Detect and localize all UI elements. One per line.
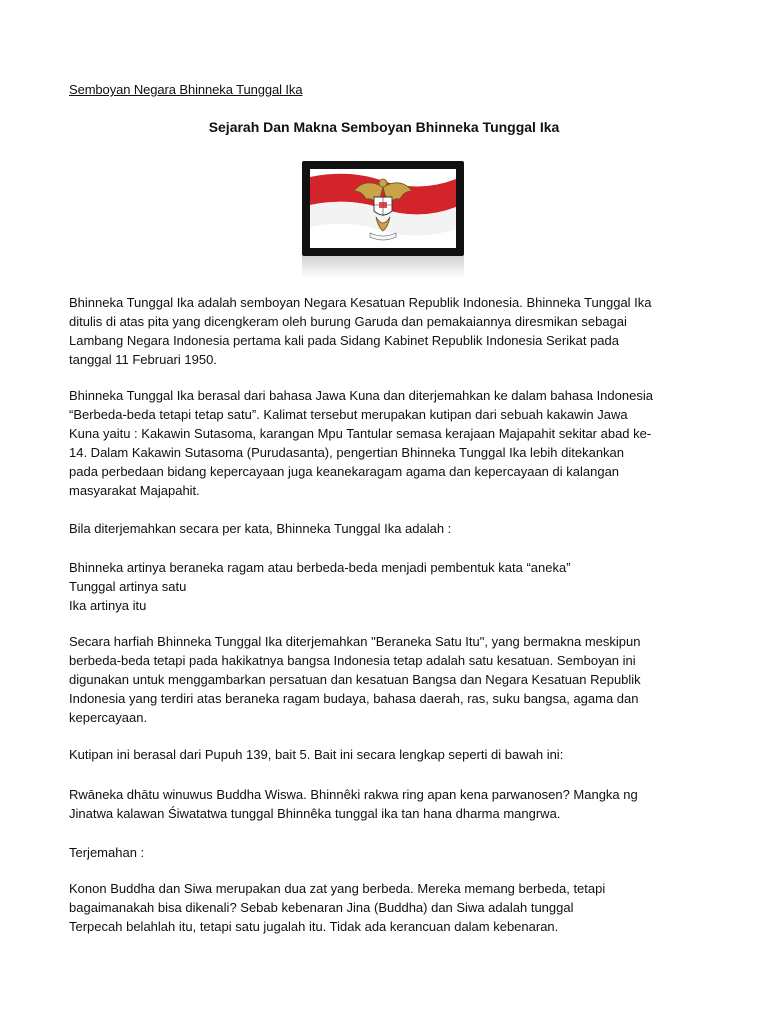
paragraph-line: Secara harfiah Bhinneka Tunggal Ika diterjemahkan "Beraneka Satu Itu", yang bermakna meskipun <box>69 634 641 649</box>
garuda-emblem-figure <box>302 161 464 256</box>
garuda-emblem-icon <box>310 169 456 248</box>
paragraph-line: digunakan untuk menggambarkan persatuan dan kesatuan Bangsa dan Negara Kesatuan Republik <box>69 672 641 687</box>
paragraph-line: Konon Buddha dan Siwa merupakan dua zat yang berbeda. Mereka memang berbeda, tetapi <box>69 881 606 896</box>
figure-image <box>310 169 456 248</box>
paragraph-line: Kuna yaitu : Kakawin Sutasoma, karangan Mpu Tantular semasa kerajaan Majapahit sekitar abad ke- <box>69 426 652 441</box>
paragraph-line: Ika artinya itu <box>69 598 147 613</box>
paragraph-line: “Berbeda-beda tetapi tetap satu”. Kalimat tersebut merupakan kutipan dari sebuah kakawin Jawa <box>69 407 628 422</box>
paragraph-line: Jinatwa kalawan Śiwatatwa tunggal Bhinnêka tunggal ika tan hana dharma mangrwa. <box>69 806 561 821</box>
paragraph-line: masyarakat Majapahit. <box>69 483 200 498</box>
paragraph-line: Terpecah belahlah itu, tetapi satu jugalah itu. Tidak ada kerancuan dalam kebenaran. <box>69 919 559 934</box>
paragraph-line: kepercayaan. <box>69 710 148 725</box>
paragraph-line: tanggal 11 Februari 1950. <box>69 352 217 367</box>
paragraph-line: Bhinneka artinya beraneka ragam atau berbeda-beda menjadi pembentuk kata “aneka” <box>69 560 571 575</box>
paragraph-line: Terjemahan : <box>69 845 145 860</box>
document-heading: Semboyan Negara Bhinneka Tunggal Ika <box>69 82 303 97</box>
paragraph-3 <box>69 519 699 538</box>
paragraph-line: Tunggal artinya satu <box>69 579 187 594</box>
paragraph-1 <box>69 293 699 369</box>
paragraph-8 <box>69 843 699 862</box>
paragraph-line: Rwāneka dhātu winuwus Buddha Wiswa. Bhinnêki rakwa ring apan kena parwanosen? Mangka ng <box>69 787 638 802</box>
paragraph-5 <box>69 632 699 727</box>
paragraph-line: Kutipan ini berasal dari Pupuh 139, bait 5. Bait ini secara lengkap seperti di bawah ini: <box>69 747 564 762</box>
paragraph-line: 14. Dalam Kakawin Sutasoma (Purudasanta), pengertian Bhinneka Tunggal Ika lebih ditekankan <box>69 445 625 460</box>
paragraph-line: Bila diterjemahkan secara per kata, Bhinneka Tunggal Ika adalah : <box>69 521 452 536</box>
paragraph-9 <box>69 879 699 936</box>
paragraph-line: bagaimanakah bisa dikenali? Sebab kebenaran Jina (Buddha) dan Siwa adalah tunggal <box>69 900 574 915</box>
figure-frame <box>302 161 464 256</box>
paragraph-line: Bhinneka Tunggal Ika adalah semboyan Negara Kesatuan Republik Indonesia. Bhinneka Tunggal Ika <box>69 295 652 310</box>
paragraph-2 <box>69 386 699 500</box>
paragraph-line: ditulis di atas pita yang dicengkeram oleh burung Garuda dan pemakaiannya diresmikan sebagai <box>69 314 627 329</box>
paragraph-6 <box>69 745 699 764</box>
paragraph-line: pada perbedaan bidang kepercayaan juga keanekaragam agama dan kepercayaan di kalangan <box>69 464 620 479</box>
figure-reflection <box>302 256 464 278</box>
paragraph-7 <box>69 785 699 823</box>
paragraph-4 <box>69 558 699 615</box>
document-title: Sejarah Dan Makna Semboyan Bhinneka Tunggal Ika <box>208 119 560 135</box>
paragraph-line: berbeda-beda tetapi pada hakikatnya bangsa Indonesia tetap adalah satu kesatuan. Semboyan ini <box>69 653 636 668</box>
paragraph-line: Indonesia yang terdiri atas beraneka ragam budaya, bahasa daerah, ras, suku bangsa, agama dan <box>69 691 639 706</box>
paragraph-line: Lambang Negara Indonesia pertama kali pada Sidang Kabinet Republik Indonesia Serikat pada <box>69 333 619 348</box>
paragraph-line: Bhinneka Tunggal Ika berasal dari bahasa Jawa Kuna dan diterjemahkan ke dalam bahasa Indonesia <box>69 388 653 403</box>
